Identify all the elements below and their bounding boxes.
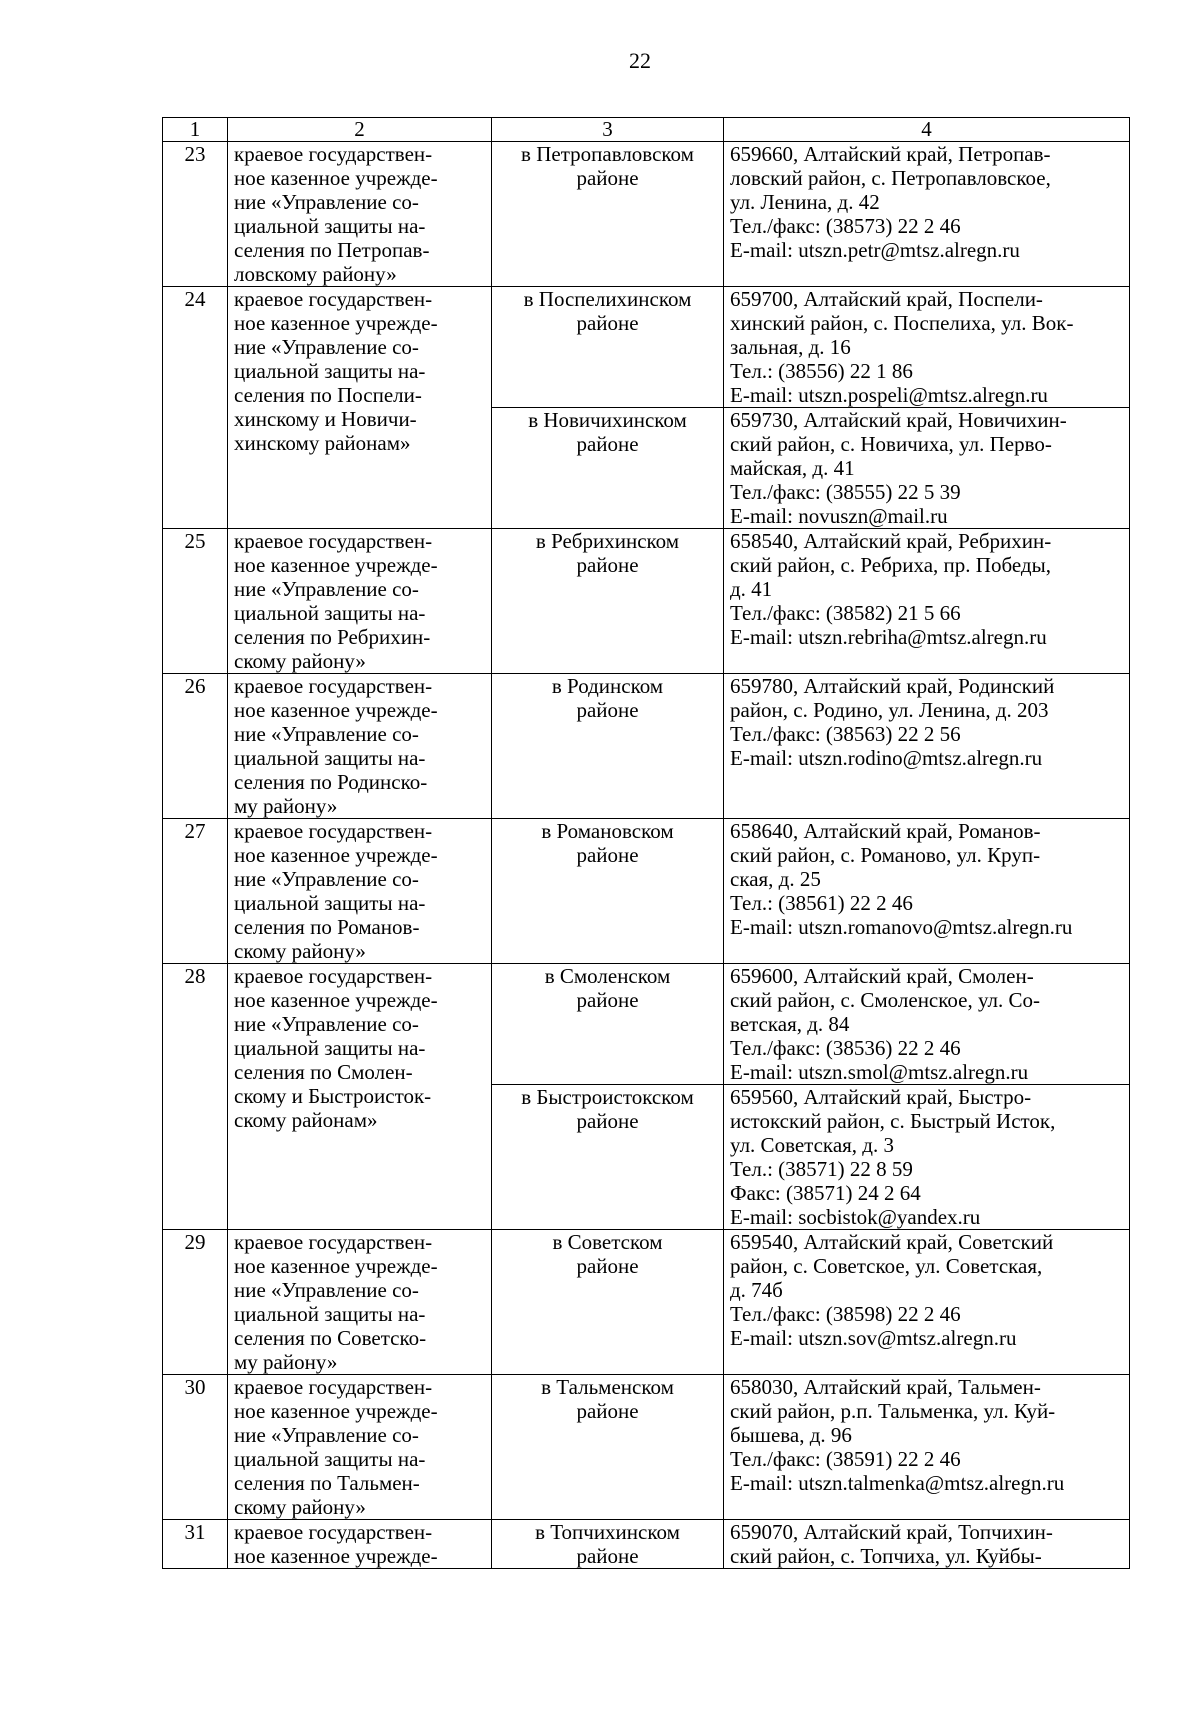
address-contacts: 658540, Алтайский край, Ребрихин- ский район, с. Ребриха, пр. Победы, д. 41 Тел./факс: (38582) 21 5 66 E-mail: utszn.rebriha@mtsz.alregn.ru [724,529,1130,674]
table-row [163,529,1130,674]
row-number: 27 [163,819,228,964]
address-contacts: 659700, Алтайский край, Поспели- хинский район, с. Поспелиха, ул. Вок- зальная, д. 16 Тел.: (38556) 22 1 86 E-mail: utszn.pospeli@mtsz.alregn.ru [724,287,1130,408]
column-header: 1 [163,118,228,142]
table-row [163,287,1130,408]
table-row [163,1520,1130,1569]
row-number: 26 [163,674,228,819]
table-row [163,674,1130,819]
district-name: в Петропавловском районе [492,142,724,287]
row-number: 23 [163,142,228,287]
address-contacts: 658030, Алтайский край, Тальмен- ский район, р.п. Тальменка, ул. Куй- бышева, д. 96 Тел./факс: (38591) 22 2 46 E-mail: utszn.talmenka@mtsz.alregn.ru [724,1375,1130,1520]
address-contacts: 659560, Алтайский край, Быстро- истокский район, с. Быстрый Исток, ул. Советская, д. 3 Тел.: (38571) 22 8 59 Факс: (38571) 24 2 64 E-mail: socbistok@yandex.ru [724,1085,1130,1230]
page-number: 22 [629,48,651,73]
address-contacts: 659600, Алтайский край, Смолен- ский район, с. Смоленское, ул. Со- ветская, д. 84 Тел./факс: (38536) 22 2 46 E-mail: utszn.smol@mtsz.alregn.ru [724,964,1130,1085]
address-contacts: 659730, Алтайский край, Новичихин- ский район, с. Новичиха, ул. Перво- майская, д. 41 Тел./факс: (38555) 22 5 39 E-mail: novuszn@mail.ru [724,408,1130,529]
table-row [163,142,1130,287]
district-name: в Тальменском районе [492,1375,724,1520]
organization-name: краевое государствен- ное казенное учрежде- [228,1520,492,1569]
organization-name: краевое государствен- ное казенное учрежде- ние «Управление со- циальной защиты на- селения по Тальмен- скому району» [228,1375,492,1520]
column-header: 4 [724,118,1130,142]
column-header: 2 [228,118,492,142]
organization-name: краевое государствен- ное казенное учрежде- ние «Управление со- циальной защиты на- селения по Романов- скому району» [228,819,492,964]
address-contacts: 659540, Алтайский край, Советский район, с. Советское, ул. Советская, д. 74б Тел./факс: (38598) 22 2 46 E-mail: utszn.sov@mtsz.alregn.ru [724,1230,1130,1375]
table-row [163,819,1130,964]
district-name: в Топчихинском районе [492,1520,724,1569]
district-name: в Родинском районе [492,674,724,819]
table-row [163,1375,1130,1520]
district-name: в Новичихинском районе [492,408,724,529]
row-number: 29 [163,1230,228,1375]
district-name: в Советском районе [492,1230,724,1375]
district-name: в Смоленском районе [492,964,724,1085]
address-contacts: 658640, Алтайский край, Романов- ский район, с. Романово, ул. Круп- ская, д. 25 Тел.: (38561) 22 2 46 E-mail: utszn.romanovo@mtsz.alregn.ru [724,819,1130,964]
organization-name: краевое государствен- ное казенное учрежде- ние «Управление со- циальной защиты на- селения по Поспели- хинскому и Новичи- хинскому районам» [228,287,492,529]
organization-name: краевое государствен- ное казенное учрежде- ние «Управление со- циальной защиты на- селения по Петропав- ловскому району» [228,142,492,287]
row-number: 24 [163,287,228,529]
organization-name: краевое государствен- ное казенное учрежде- ние «Управление со- циальной защиты на- селения по Родинско- му району» [228,674,492,819]
table-row [163,964,1130,1085]
row-number: 25 [163,529,228,674]
district-name: в Быстроистокском районе [492,1085,724,1230]
district-name: в Поспелихинском районе [492,287,724,408]
organization-name: краевое государствен- ное казенное учрежде- ние «Управление со- циальной защиты на- селения по Ребрихин- скому району» [228,529,492,674]
table-row [163,1230,1130,1375]
row-number: 28 [163,964,228,1230]
organization-name: краевое государствен- ное казенное учрежде- ние «Управление со- циальной защиты на- селения по Советско- му району» [228,1230,492,1375]
district-name: в Ребрихинском районе [492,529,724,674]
table-header-row [163,118,1130,142]
address-contacts: 659780, Алтайский край, Родинский район, с. Родино, ул. Ленина, д. 203 Тел./факс: (38563) 22 2 56 E-mail: utszn.rodino@mtsz.alregn.ru [724,674,1130,819]
institutions-table [162,117,1130,1569]
column-header: 3 [492,118,724,142]
address-contacts: 659660, Алтайский край, Петропав- ловский район, с. Петропавловское, ул. Ленина, д. 42 Тел./факс: (38573) 22 2 46 E-mail: utszn.petr@mtsz.alregn.ru [724,142,1130,287]
district-name: в Романовском районе [492,819,724,964]
address-contacts: 659070, Алтайский край, Топчихин- ский район, с. Топчиха, ул. Куйбы- [724,1520,1130,1569]
row-number: 30 [163,1375,228,1520]
organization-name: краевое государствен- ное казенное учрежде- ние «Управление со- циальной защиты на- селения по Смолен- скому и Быстроисток- скому районам» [228,964,492,1230]
row-number: 31 [163,1520,228,1569]
